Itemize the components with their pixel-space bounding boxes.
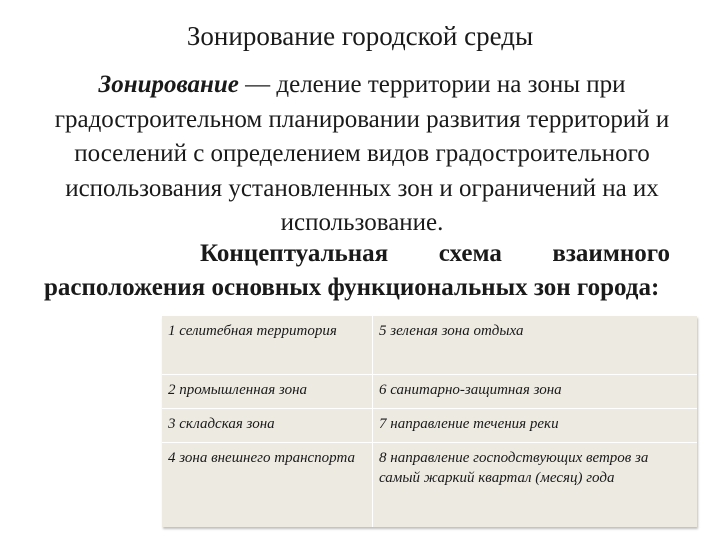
zone-legend-table <box>162 316 697 527</box>
slide-title: Зонирование городской среды <box>186 21 534 51</box>
definition-paragraph <box>38 68 686 241</box>
legend-row <box>162 408 697 442</box>
legend-cell-zone-6: 6 санитарно-защитная зона <box>373 374 698 408</box>
concept-heading-text: Концептуальная схема взаимного расположения основных функциональных зон города: <box>44 240 670 301</box>
legend-row <box>162 374 697 408</box>
legend-cell-zone-2: 2 промышленная зона <box>162 374 373 408</box>
legend-cell-zone-7: 7 направление течения реки <box>373 408 698 442</box>
legend-cell-zone-4: 4 зона внешнего транспорта <box>162 442 373 527</box>
legend-grid <box>162 316 697 527</box>
legend-cell-zone-3: 3 складская зона <box>162 408 373 442</box>
definition-text: — деление территории на зоны при градостроительном планировании развития территорий и поселений с определением видов градостроительного использования установленных зон и ограничений на их использование. <box>54 71 670 236</box>
legend-cell-zone-1: 1 селитебная территория <box>162 316 373 374</box>
concept-heading <box>44 237 670 305</box>
legend-cell-zone-5: 5 зеленая зона отдыха <box>373 316 698 374</box>
definition-term: Зонирование <box>98 71 239 98</box>
legend-cell-zone-8: 8 направление господствующих ветров за самый жаркий квартал (месяц) года <box>379 449 649 486</box>
legend-row <box>162 442 697 527</box>
legend-row <box>162 316 697 374</box>
